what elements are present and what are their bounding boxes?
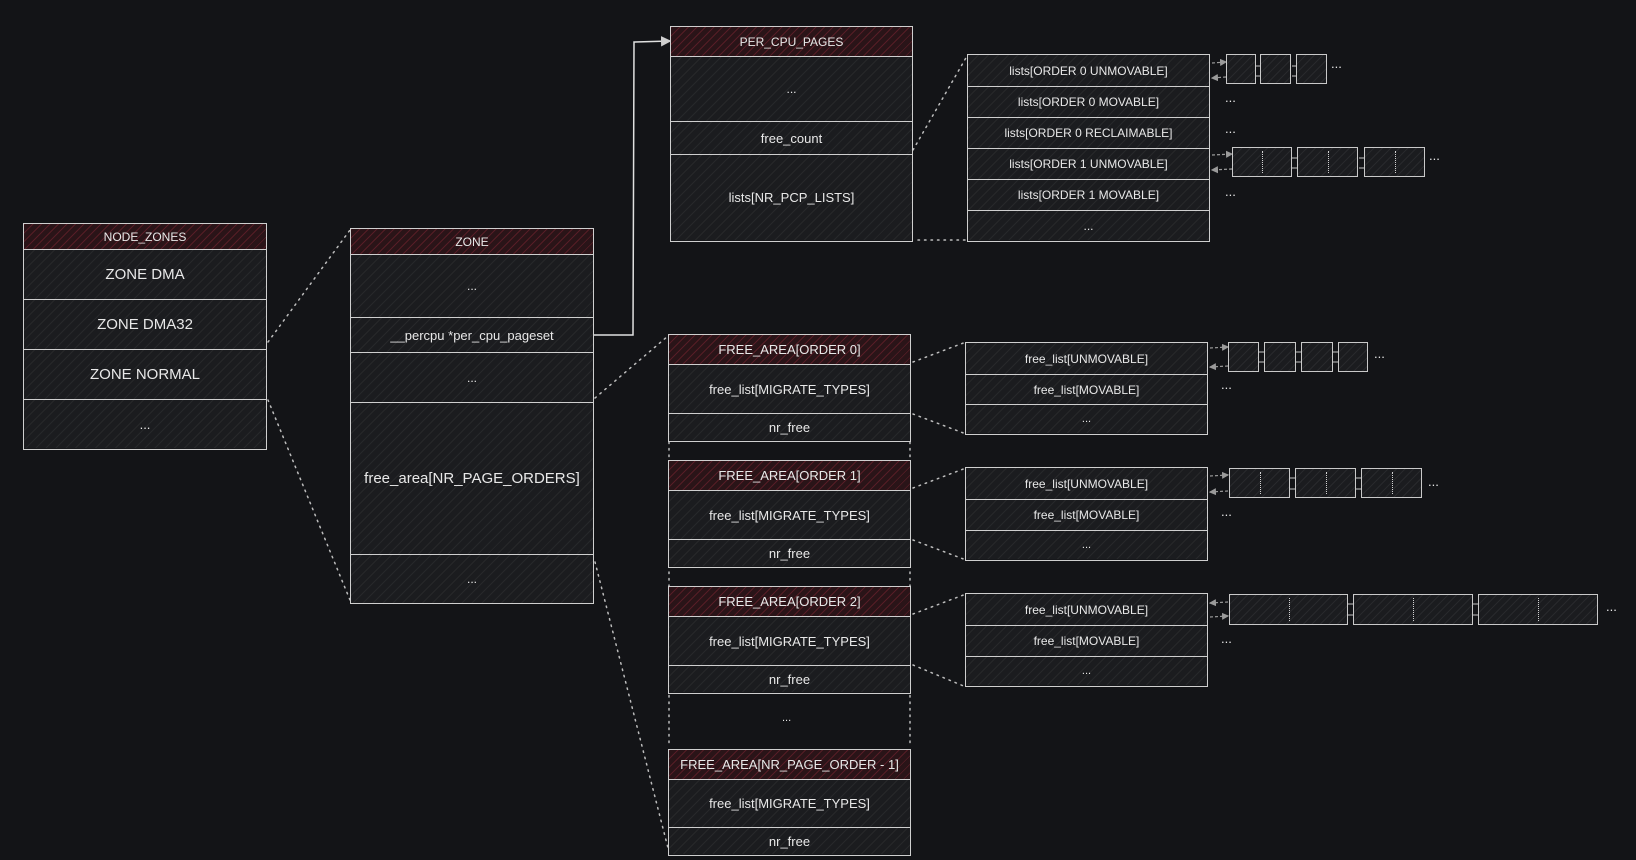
free-list-order1-movable: free_list[MOVABLE] bbox=[966, 499, 1207, 530]
free-page-cell-order1 bbox=[1295, 468, 1356, 498]
free-area-order0-struct bbox=[668, 334, 911, 442]
zone-free-area-row: free_area[NR_PAGE_ORDERS] bbox=[351, 402, 593, 554]
free-list-order0-movable-trailing-dots: ... bbox=[1221, 377, 1232, 392]
link-order0-top bbox=[913, 342, 966, 362]
pcp-list-order0-unmovable: lists[ORDER 0 UNMOVABLE] bbox=[968, 55, 1209, 86]
link-order2-top bbox=[913, 594, 966, 614]
free-area-order1-free-list: free_list[MIGRATE_TYPES] bbox=[669, 490, 910, 539]
pcp-page-cell bbox=[1260, 54, 1291, 84]
per-cpu-pages-header: PER_CPU_PAGES bbox=[671, 27, 912, 56]
free-page-cell-order2 bbox=[1229, 594, 1348, 625]
free-area-order1-nr-free: nr_free bbox=[669, 539, 910, 566]
zone-percpu-pageset-row: __percpu *per_cpu_pageset bbox=[351, 317, 593, 352]
free-area-last-free-list: free_list[MIGRATE_TYPES] bbox=[669, 779, 910, 827]
node-zones-more-row: ... bbox=[24, 399, 266, 448]
zone-struct bbox=[350, 228, 594, 604]
link-order0-bottom bbox=[913, 414, 966, 434]
pcp-row0-trailing-dots: ... bbox=[1331, 56, 1342, 71]
pcp-row1-trailing-dots: ... bbox=[1225, 90, 1236, 105]
node-zones-struct bbox=[23, 223, 267, 450]
free-area-last-header: FREE_AREA[NR_PAGE_ORDER - 1] bbox=[669, 750, 910, 779]
free-list-order0-movable: free_list[MOVABLE] bbox=[966, 374, 1207, 404]
pcp-row3-trailing-dots: ... bbox=[1429, 148, 1440, 163]
link-zone-bottom-to-last-order bbox=[595, 562, 668, 848]
free-area-last-struct bbox=[668, 749, 911, 856]
arrow-percpu-to-per-cpu-pages bbox=[593, 41, 670, 335]
free-list-order2-movable: free_list[MOVABLE] bbox=[966, 625, 1207, 656]
pcp-list-more: ... bbox=[968, 210, 1209, 240]
node-zones-header: NODE_ZONES bbox=[24, 224, 266, 249]
free-area-order0-free-list: free_list[MIGRATE_TYPES] bbox=[669, 364, 910, 413]
free-area-last-nr-free: nr_free bbox=[669, 827, 910, 854]
link-order1-top bbox=[913, 468, 966, 488]
free-area-order2-free-list: free_list[MIGRATE_TYPES] bbox=[669, 616, 910, 665]
pcp-lists-struct bbox=[967, 54, 1210, 242]
pcp-row2-trailing-dots: ... bbox=[1225, 121, 1236, 136]
link-pcp-lists-top bbox=[913, 56, 967, 150]
link-order1-bottom bbox=[913, 540, 966, 560]
free-area-order1-struct bbox=[668, 460, 911, 568]
link-zone-dma32-to-zone-top bbox=[268, 230, 350, 342]
pcp-list-order0-movable: lists[ORDER 0 MOVABLE] bbox=[968, 86, 1209, 117]
pcp-list-order1-unmovable: lists[ORDER 1 UNMOVABLE] bbox=[968, 148, 1209, 179]
free-area-order2-struct bbox=[668, 586, 911, 694]
pcp-page-cell bbox=[1226, 54, 1256, 84]
zone-normal-row: ZONE NORMAL bbox=[24, 349, 266, 399]
zone-more-row-2: ... bbox=[351, 352, 593, 402]
free-area-gap-dots: ... bbox=[782, 712, 792, 724]
pcp-lists-row: lists[NR_PCP_LISTS] bbox=[671, 154, 912, 240]
pcp-page-cell-order1 bbox=[1232, 147, 1292, 177]
free-list-group-order2 bbox=[965, 593, 1208, 687]
free-list-order1-more: ... bbox=[966, 530, 1207, 559]
zone-more-row-3: ... bbox=[351, 554, 593, 603]
pcp-list-order1-movable: lists[ORDER 1 MOVABLE] bbox=[968, 179, 1209, 210]
pcp-list-order0-reclaimable: lists[ORDER 0 RECLAIMABLE] bbox=[968, 117, 1209, 148]
free-page-cell-order1 bbox=[1361, 468, 1422, 498]
pcp-page-cell-order1 bbox=[1297, 147, 1358, 177]
pcp-page-cell bbox=[1296, 54, 1327, 84]
zone-more-row-1: ... bbox=[351, 254, 593, 317]
zone-header: ZONE bbox=[351, 229, 593, 254]
per-cpu-pages-more-row: ... bbox=[671, 56, 912, 121]
per-cpu-pages-struct bbox=[670, 26, 913, 242]
free-list-group-order1 bbox=[965, 467, 1208, 561]
free-page-cell bbox=[1264, 342, 1296, 372]
free-list-group-order0 bbox=[965, 342, 1208, 435]
free-list-order2-unmovable: free_list[UNMOVABLE] bbox=[966, 594, 1207, 625]
free-page-cell-order1 bbox=[1229, 468, 1290, 498]
zone-dma-row: ZONE DMA bbox=[24, 249, 266, 299]
free-list-order2-more: ... bbox=[966, 656, 1207, 685]
link-order2-bottom bbox=[913, 665, 966, 687]
free-page-cell bbox=[1338, 342, 1368, 372]
free-area-order0-header: FREE_AREA[ORDER 0] bbox=[669, 335, 910, 364]
zone-dma32-row: ZONE DMA32 bbox=[24, 299, 266, 349]
free-list-order0-trailing-dots: ... bbox=[1374, 346, 1385, 361]
free-area-order2-header: FREE_AREA[ORDER 2] bbox=[669, 587, 910, 616]
free-area-order1-header: FREE_AREA[ORDER 1] bbox=[669, 461, 910, 490]
free-list-order1-movable-trailing-dots: ... bbox=[1221, 504, 1232, 519]
free-list-order1-trailing-dots: ... bbox=[1428, 474, 1439, 489]
pcp-page-cell-order1 bbox=[1364, 147, 1425, 177]
free-list-order1-unmovable: free_list[UNMOVABLE] bbox=[966, 468, 1207, 499]
free-list-order0-more: ... bbox=[966, 404, 1207, 433]
pcp-row4-trailing-dots: ... bbox=[1225, 184, 1236, 199]
free-page-cell bbox=[1301, 342, 1333, 372]
free-list-order0-unmovable: free_list[UNMOVABLE] bbox=[966, 343, 1207, 374]
free-area-order0-nr-free: nr_free bbox=[669, 413, 910, 440]
link-zone-normal-to-zone-bottom bbox=[268, 400, 350, 600]
free-area-order2-nr-free: nr_free bbox=[669, 665, 910, 692]
free-page-cell-order2 bbox=[1478, 594, 1598, 625]
free-count-row: free_count bbox=[671, 121, 912, 154]
free-list-order2-movable-trailing-dots: ... bbox=[1221, 631, 1232, 646]
free-page-cell bbox=[1228, 342, 1259, 372]
free-page-cell-order2 bbox=[1353, 594, 1473, 625]
link-free-area-to-order0 bbox=[595, 336, 668, 398]
free-list-order2-trailing-dots: ... bbox=[1606, 599, 1617, 614]
